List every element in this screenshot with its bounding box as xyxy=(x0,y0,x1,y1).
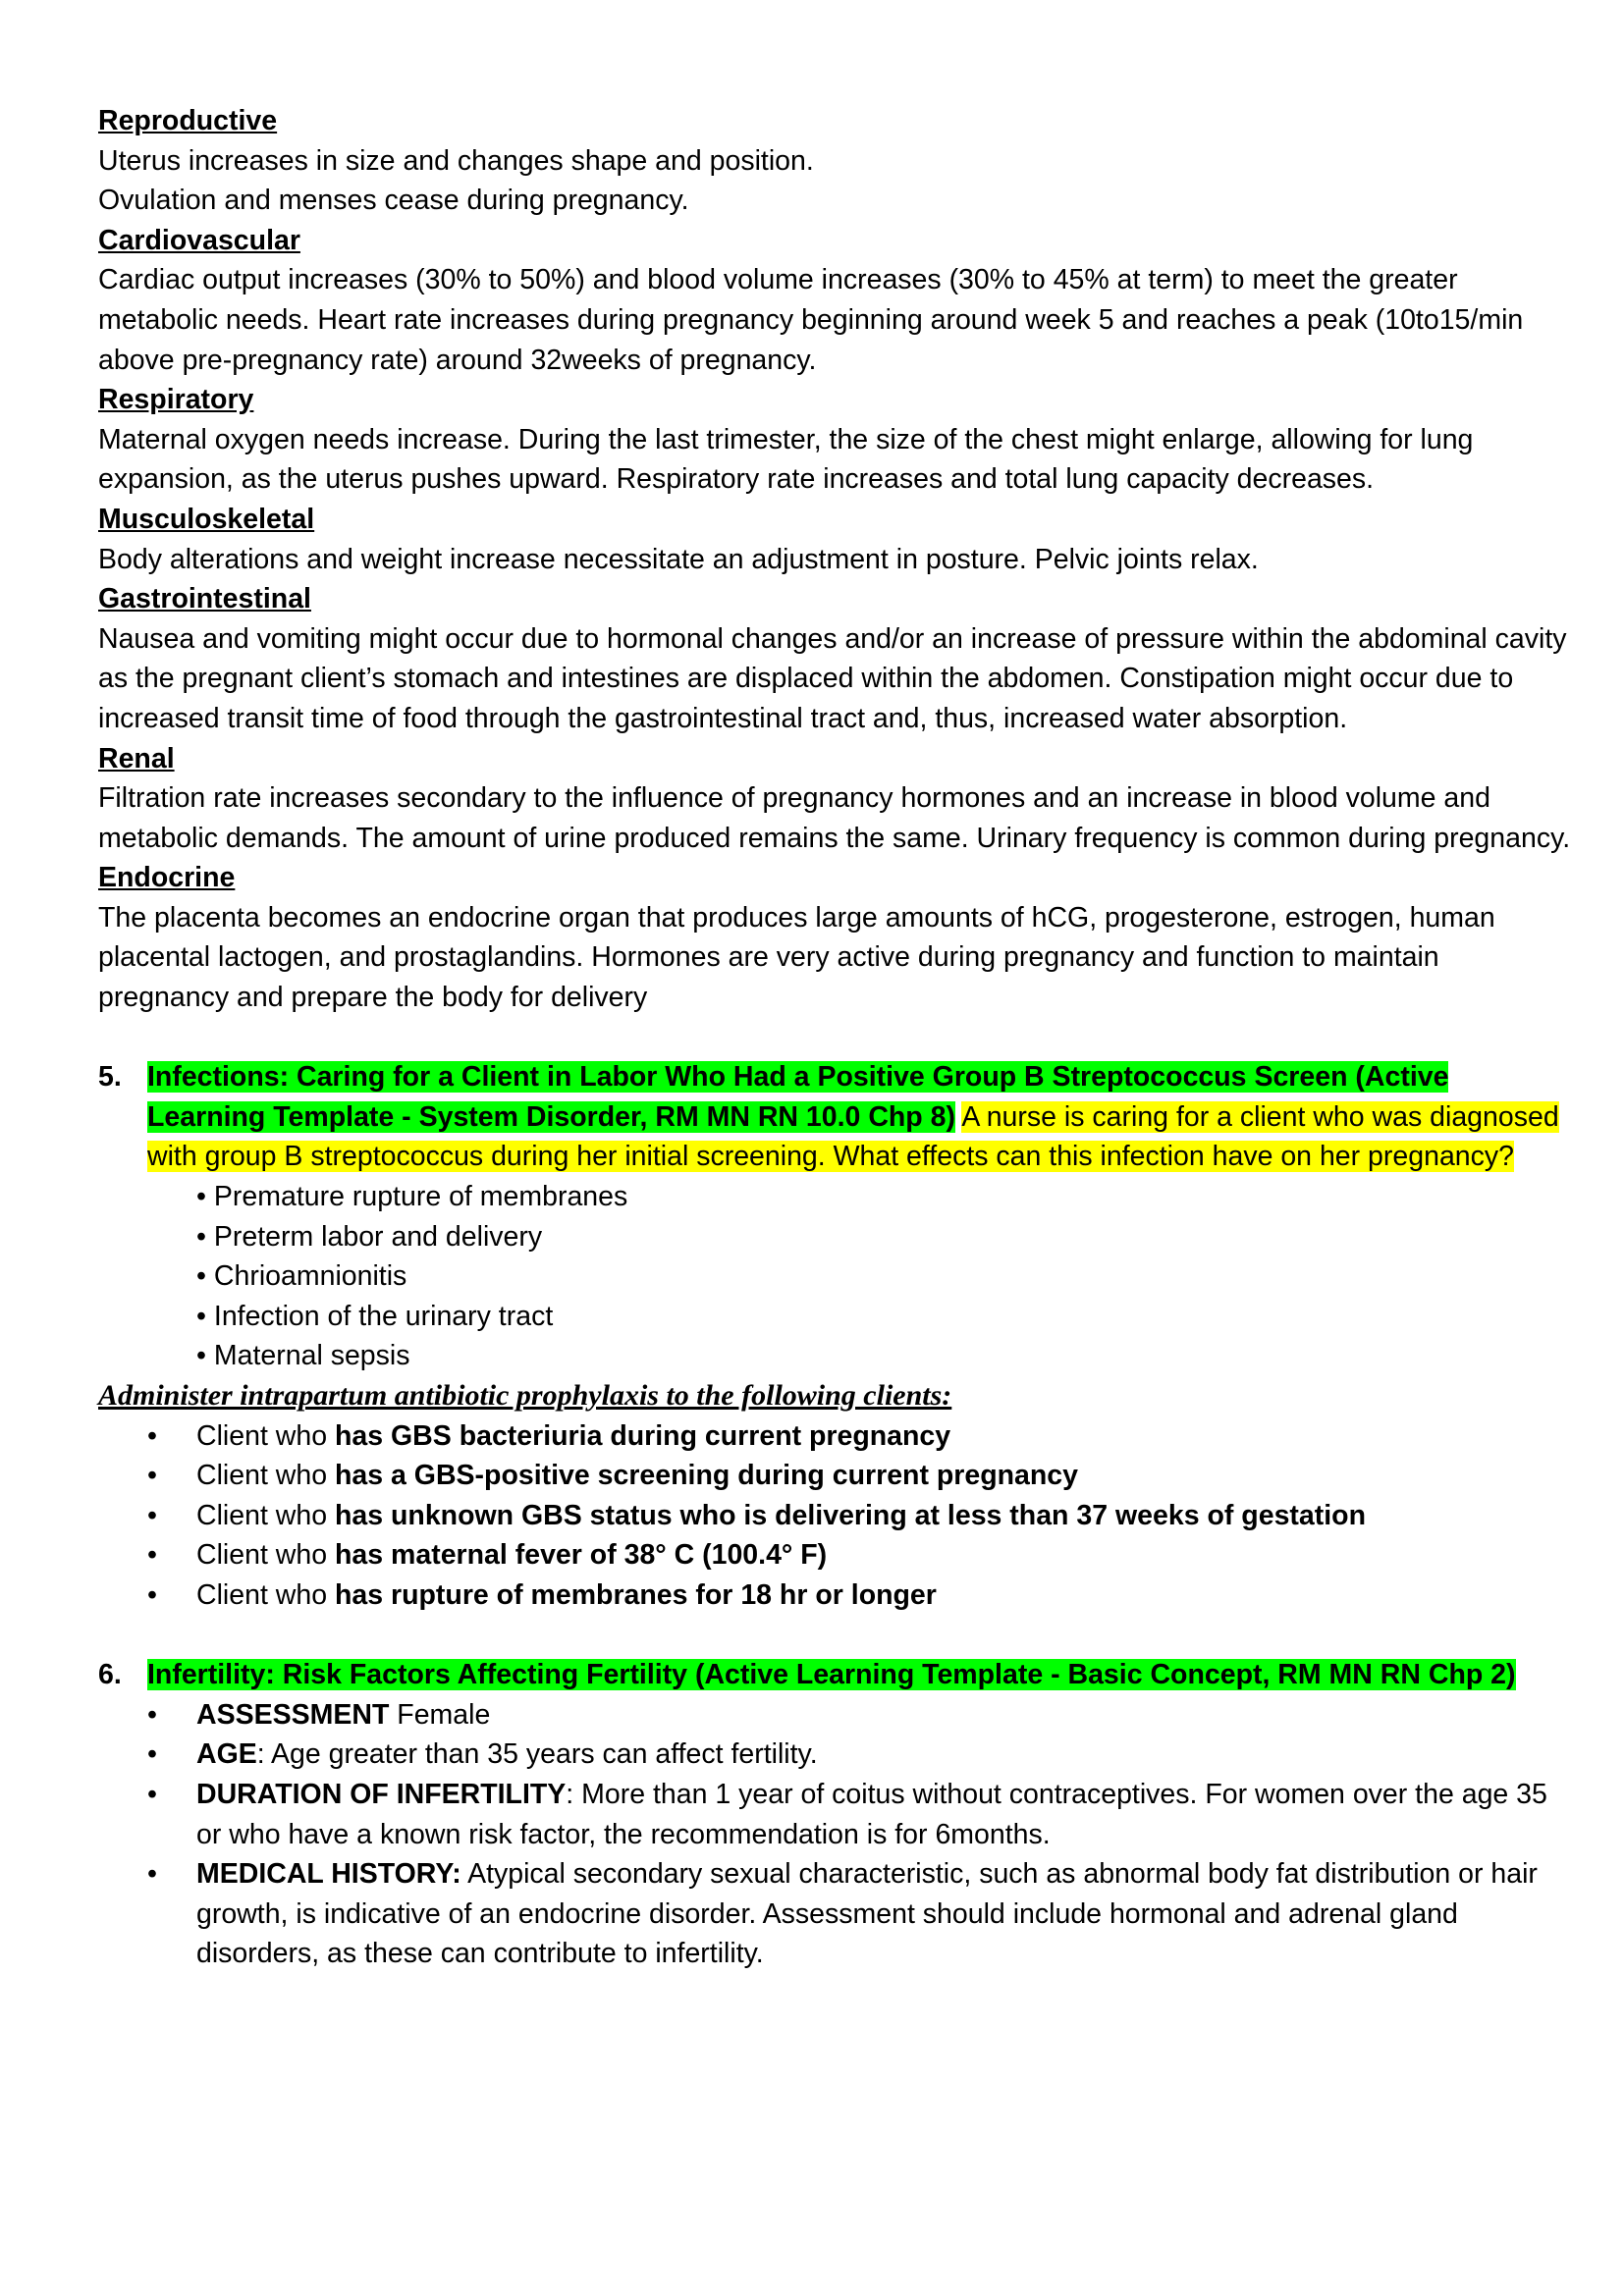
bullet-icon: • xyxy=(147,1858,157,1891)
client-criteria: has rupture of membranes for 18 hr or longer xyxy=(334,1578,937,1611)
section-text: Maternal oxygen needs increase. During the last trimester, the size of the chest might enlarge, allowing for lung expansion, as the uterus pushes upward. Respiratory rate increases and total lung capacity decreases. xyxy=(98,423,1474,496)
section-text: The placenta becomes an endocrine organ that produces large amounts of hCG, progesterone, estrogen, human placental lactogen, and prostaglandins. Hormones are very active during pregnancy and function to maintain pregnancy and prepare the body for delivery xyxy=(98,901,1495,1014)
client-prefix: Client who xyxy=(196,1460,335,1492)
item-number: 6. xyxy=(98,1659,122,1691)
section-cardiovascular xyxy=(98,221,1571,380)
section-line: Ovulation and menses cease during pregnancy. xyxy=(98,185,689,217)
item-text: Atypical secondary sexual characteristic, such as abnormal body fat distribution or hair growth, is indicative of an endocrine disorder. Assessment should include hormonal and adrenal gland disorders, as these can contribute to infertility. xyxy=(196,1858,1538,1970)
section-text: Nausea and vomiting might occur due to hormonal changes and/or an increase of pressure within the abdominal cavity as the pregnant client’s stomach and intestines are displaced within the abdomen. Constipation might occur due to increased transit time of food through the gastrointestinal tract and, thus, increased water absorption. xyxy=(98,622,1567,734)
item-number: 5. xyxy=(98,1061,122,1094)
section-endocrine xyxy=(98,858,1571,1017)
client-criteria: has maternal fever of 38° C (100.4° F) xyxy=(334,1539,828,1572)
section-renal xyxy=(98,739,1571,859)
effect-item: • Premature rupture of membranes xyxy=(196,1181,628,1213)
question-title: Infertility: Risk Factors Affecting Fertility (Active Learning Template - Basic Concept, RM MN RN Chp 2) xyxy=(147,1659,1516,1691)
effect-item: • Infection of the urinary tract xyxy=(196,1300,554,1332)
client-criteria: has a GBS-positive screening during current pregnancy xyxy=(334,1460,1079,1492)
question-prompt: A nurse is caring for a client who was diagnosed with group B streptococcus during her initial screening. What effects can this infection have on her pregnancy? xyxy=(147,1100,1559,1173)
bullet-icon: • xyxy=(147,1698,157,1731)
list-item xyxy=(98,1456,1571,1496)
question-title: Infections: Caring for a Client in Labor Who Had a Positive Group B Streptococcus Screen (Active Learning Template - System Disorder, RM MN RN 10.0 Chp 8) xyxy=(147,1061,1449,1133)
client-prefix: Client who xyxy=(196,1499,335,1531)
item-text: : Age greater than 35 years can affect fertility. xyxy=(256,1738,818,1771)
effects-list xyxy=(98,1177,1571,1376)
bullet-icon: • xyxy=(147,1539,157,1572)
bullet-icon: • xyxy=(147,1778,157,1810)
list-item xyxy=(98,1496,1571,1536)
item-label: AGE xyxy=(196,1738,257,1771)
question-5 xyxy=(98,1057,1571,1177)
list-item xyxy=(98,1695,1571,1735)
item-label: ASSESSMENT xyxy=(196,1698,390,1731)
section-heading: Renal xyxy=(98,742,175,774)
section-text: Cardiac output increases (30% to 50%) and blood volume increases (30% to 45% at term) to meet the greater metabolic needs. Heart rate increases during pregnancy beginning around week 5 and reaches a peak (10to15/min above pre-pregnancy rate) around 32weeks of pregnancy. xyxy=(98,264,1524,376)
spacer xyxy=(98,1018,1571,1058)
section-respiratory xyxy=(98,380,1571,500)
effect-item: • Chrioamnionitis xyxy=(196,1260,407,1293)
prophylaxis-heading: Administer intrapartum antibiotic prophylaxis to the following clients: xyxy=(98,1379,952,1412)
client-list xyxy=(98,1416,1571,1616)
bullet-icon: • xyxy=(147,1499,157,1531)
section-line: Uterus increases in size and changes shape and position. xyxy=(98,144,814,177)
item-text: Female xyxy=(389,1698,491,1731)
section-heading: Reproductive xyxy=(98,105,278,136)
bullet-icon: • xyxy=(147,1578,157,1611)
spacer xyxy=(98,1616,1571,1656)
list-item xyxy=(98,1535,1571,1575)
list-item xyxy=(98,1854,1571,1974)
section-text: Body alterations and weight increase necessitate an adjustment in posture. Pelvic joints relax. xyxy=(98,543,1259,575)
section-heading: Musculoskeletal xyxy=(98,503,315,535)
bullet-icon: • xyxy=(147,1738,157,1771)
section-heading: Endocrine xyxy=(98,862,236,894)
item-label: DURATION OF INFERTILITY xyxy=(196,1778,567,1810)
section-reproductive xyxy=(98,101,1571,221)
client-prefix: Client who xyxy=(196,1578,335,1611)
section-heading: Gastrointestinal xyxy=(98,583,311,615)
section-gastrointestinal xyxy=(98,579,1571,738)
client-criteria: has GBS bacteriuria during current pregnancy xyxy=(334,1419,951,1452)
client-prefix: Client who xyxy=(196,1419,335,1452)
effect-item: • Preterm labor and delivery xyxy=(196,1220,543,1253)
risk-factor-list xyxy=(98,1695,1571,1974)
bullet-icon: • xyxy=(147,1460,157,1492)
client-criteria: has unknown GBS status who is delivering at less than 37 weeks of gestation xyxy=(334,1499,1366,1531)
item-text: : More than 1 year of coitus without contraceptives. For women over the age 35 or who have a known risk factor, the recommendation is for 6months. xyxy=(196,1778,1547,1850)
bullet-icon: • xyxy=(147,1419,157,1452)
section-text: Filtration rate increases secondary to the influence of pregnancy hormones and an increase in blood volume and metabolic demands. The amount of urine produced remains the same. Urinary frequency is common during pregnancy. xyxy=(98,782,1571,854)
section-musculoskeletal xyxy=(98,500,1571,579)
list-item xyxy=(98,1775,1571,1854)
document-page xyxy=(98,101,1571,1974)
client-prefix: Client who xyxy=(196,1539,335,1572)
list-item xyxy=(98,1735,1571,1775)
effect-item: • Maternal sepsis xyxy=(196,1340,410,1372)
list-item xyxy=(98,1416,1571,1457)
list-item xyxy=(98,1575,1571,1616)
item-label: MEDICAL HISTORY: xyxy=(196,1858,461,1891)
section-heading: Cardiovascular xyxy=(98,224,300,256)
section-heading: Respiratory xyxy=(98,384,254,416)
question-6 xyxy=(98,1655,1571,1695)
